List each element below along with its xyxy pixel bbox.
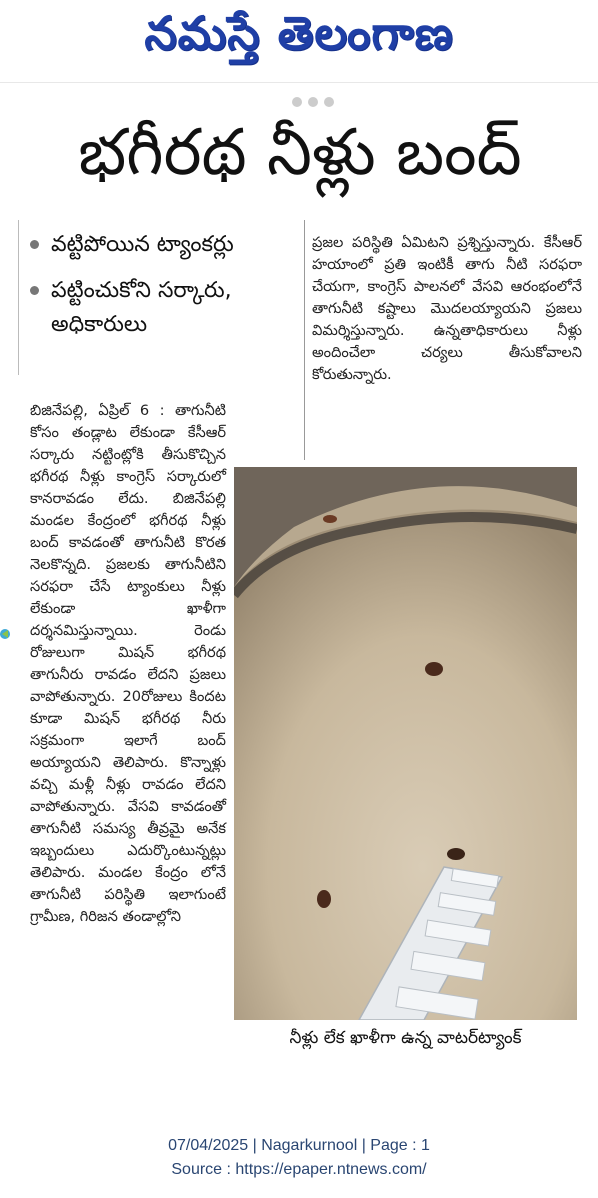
masthead: [0, 0, 598, 78]
edition-info: 07/04/2025 | Nagarkurnool | Page : 1: [168, 1137, 430, 1154]
decorative-marks: [292, 92, 382, 106]
bullet-text: పట్టించుకోని సర్కారు, అధికారులు: [51, 278, 232, 337]
share-icon[interactable]: [0, 624, 12, 644]
subheadline-bullets: [26, 228, 298, 354]
column-rule-left: [18, 220, 19, 375]
masthead-divider: [0, 82, 598, 83]
newspaper-logo: నమస్తే తెలంగాణ: [144, 6, 454, 60]
article-body-right: ప్రజల పరిస్థితి ఏమిటని ప్రశ్నిస్తున్నారు. కేసీఆర్ హయాంలో ప్రతి ఇంటికీ తాగు నీటి సరఫరా చేయగా, కాంగ్రెస్ పాలనలో వేసవి ఆరంభంలోనే తాగునీటి కష్టాలు మొదలయ్యాయని ప్రజలు విమర్శిస్తున్నారు. ఉన్నతాధికారులు నీళ్లు అందించేలా చర్యలు తీసుకోవాలని కోరుతున్నారు.: [312, 234, 582, 383]
water-tank-photo: [234, 467, 577, 1020]
source-link[interactable]: Source : https://epaper.ntnews.com/: [171, 1161, 427, 1178]
bullet-icon: [30, 240, 39, 249]
article-body-left: బిజినేపల్లి, ఏప్రిల్ 6 : తాగునీటి కోసం తండ్లాట లేకుండా కేసీఆర్ సర్కారు నట్టింట్లోకి తీసుకొచ్చిన భగీరథ నీళ్లు కాంగ్రెస్ సర్కారులో కానరావడం లేదు. బిజినేపల్లి మండల కేంద్రంలో భగీరథ నీళ్లు బంద్ కావడంతో తాగునీటి కొరత నెలకొన్నది. ప్రజలకు తాగునీటిని సరఫరా చేసే ట్యాంకులు నీళ్లు లేకుండా ఖాళీగా దర్శనమిస్తున్నాయి. రెండు రోజులుగా మిషన్ భగీరథ తాగునీరు రావడం లేదని ప్రజలు వాపోతున్నారు. 20రోజులు కిందట కూడా మిషన్ భగీరథ నీరు సక్రమంగా ఇలాగే బంద్ అయ్యాయని తెలిపారు. కొన్నాళ్లు వచ్చి మళ్లీ నీళ్లు రావడం లేదని వాపోతున్నారు. వేసవి కావడంతో తాగునీటి సమస్య తీవ్రమై అనేక ఇబ్బందులు ఎదుర్కొంటున్నట్లు తెలిపారు. మండల కేంద్రం లోనే తాగునీటి పరిస్థితి ఇలాగుంటే గ్రామీణ, గిరిజన తండాల్లోని: [30, 402, 226, 925]
article-headline: భగీరథ నీళ్లు బంద్: [78, 115, 522, 190]
bullet-text: వట్టిపోయిన ట్యాంకర్లు: [51, 232, 234, 257]
column-divider: [304, 220, 305, 460]
bullet-icon: [30, 286, 39, 295]
bullet-item: [26, 274, 298, 342]
bullet-item: [26, 228, 298, 262]
water-tank-illustration: [234, 467, 577, 1020]
page-footer: [0, 1134, 598, 1182]
photo-caption: నీళ్లు లేక ఖాళీగా ఉన్న వాటర్‌ట్యాంక్: [289, 1028, 522, 1048]
